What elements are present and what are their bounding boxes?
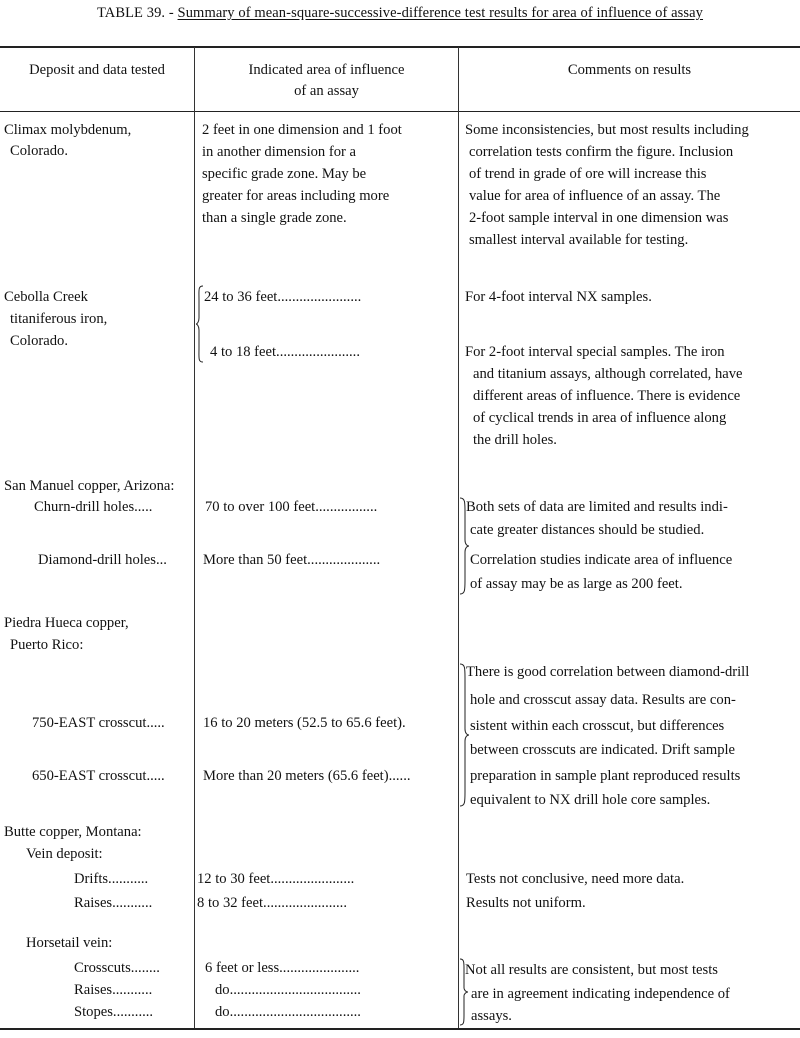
climax-comment-line4: value for area of influence of an assay. The — [469, 188, 721, 204]
climax-comment-line5: 2-foot sample interval in one dimension was — [469, 210, 729, 226]
butte-crosscuts-area: 6 feet or less...................... — [205, 960, 360, 976]
piedra-650-area: More than 20 meters (65.6 feet)...... — [203, 768, 411, 784]
cebolla-deposit-line2: titaniferous iron, — [10, 311, 108, 327]
sanmanuel-area2: More than 50 feet.................... — [203, 552, 381, 568]
butte-drifts-comment: Tests not conclusive, need more data. — [466, 871, 685, 887]
piedra-comment-line4: between crosscuts are indicated. Drift sample — [470, 742, 736, 758]
climax-comment-line3: of trend in grade of ore will increase this — [469, 166, 707, 182]
butte-comment-line1: Not all results are consistent, but most tests — [465, 962, 718, 978]
cebolla-deposit-line1: Cebolla Creek — [4, 289, 88, 305]
climax-deposit-line2: Colorado. — [10, 143, 68, 159]
butte-raises-area: 8 to 32 feet....................... — [197, 895, 347, 911]
piedra-deposit-line2: Puerto Rico: — [10, 637, 84, 653]
table-title — [0, 5, 800, 22]
butte-raises2: Raises........... — [74, 982, 153, 998]
climax-area-line4: greater for areas including more — [202, 188, 390, 204]
butte-raises: Raises........... — [74, 895, 153, 911]
butte-raises-comment: Results not uniform. — [466, 895, 586, 911]
sanmanuel-comment-line2: cate greater distances should be studied. — [470, 522, 705, 538]
column-divider-1 — [194, 47, 195, 1028]
header-rule — [0, 111, 800, 112]
header-deposit: Deposit and data tested — [29, 62, 165, 78]
piedra-deposit-line1: Piedra Hueca copper, — [4, 615, 129, 631]
cebolla-comment2-line1: For 2-foot interval special samples. The iron — [465, 344, 725, 360]
piedra-750-area: 16 to 20 meters (52.5 to 65.6 feet). — [203, 715, 406, 731]
butte-raises2-area: do.................................... — [215, 982, 361, 998]
cebolla-area2: 4 to 18 feet....................... — [210, 344, 360, 360]
sanmanuel-churn: Churn-drill holes..... — [34, 499, 153, 515]
header-comments: Comments on results — [567, 62, 692, 78]
piedra-comment-line1: There is good correlation between diamond-drill — [466, 664, 750, 680]
sanmanuel-deposit: San Manuel copper, Arizona: — [4, 478, 175, 494]
butte-drifts-area: 12 to 30 feet....................... — [197, 871, 355, 887]
cebolla-comment1: For 4-foot interval NX samples. — [465, 289, 652, 305]
header-area-line1: Indicated area of influence — [248, 62, 405, 78]
piedra-comment-line6: equivalent to NX drill hole core samples. — [470, 792, 711, 808]
butte-crosscuts: Crosscuts........ — [74, 960, 160, 976]
butte-comment-line2: are in agreement indicating independence of — [471, 986, 730, 1002]
bottom-rule — [0, 1028, 800, 1030]
cebolla-comment2-line3: different areas of influence. There is evidence — [473, 388, 741, 404]
butte-stopes: Stopes........... — [74, 1004, 154, 1020]
sanmanuel-diamond: Diamond-drill holes... — [38, 552, 167, 568]
table-title-prefix: TABLE 39. - — [96, 5, 178, 21]
table-title-main: Summary of mean-square-successive-difference test results for area of influence of assay — [177, 5, 704, 21]
butte-comment-line3: assays. — [471, 1008, 512, 1024]
butte-drifts: Drifts........... — [74, 871, 149, 887]
header-area-line2: of an assay — [294, 83, 359, 99]
climax-comment-line6: smallest interval available for testing. — [469, 232, 689, 248]
cebolla-comment2-line4: of cyclical trends in area of influence along — [473, 410, 727, 426]
sanmanuel-comment-line1: Both sets of data are limited and results indi- — [466, 499, 728, 515]
butte-horsetail: Horsetail vein: — [26, 935, 113, 951]
cebolla-comment2-line2: and titanium assays, although correlated, have — [473, 366, 743, 382]
climax-comment-line1: Some inconsistencies, but most results including — [465, 122, 749, 138]
butte-stopes-area: do.................................... — [215, 1004, 361, 1020]
cebolla-comment2-line5: the drill holes. — [473, 432, 557, 448]
butte-deposit: Butte copper, Montana: — [4, 824, 142, 840]
climax-comment-line2: correlation tests confirm the figure. Inclusion — [469, 144, 734, 160]
piedra-comment-line5: preparation in sample plant reproduced results — [470, 768, 741, 784]
piedra-comment-line3: sistent within each crosscut, but differences — [470, 718, 725, 734]
climax-area-line3: specific grade zone. May be — [202, 166, 367, 182]
butte-vein: Vein deposit: — [26, 846, 103, 862]
piedra-brace — [458, 662, 470, 808]
piedra-750-label: 750-EAST crosscut..... — [32, 715, 165, 731]
cebolla-deposit-line3: Colorado. — [10, 333, 68, 349]
climax-area-line1: 2 feet in one dimension and 1 foot — [202, 122, 402, 138]
climax-area-line5: than a single grade zone. — [202, 210, 347, 226]
sanmanuel-area1: 70 to over 100 feet................. — [205, 499, 378, 515]
climax-deposit-line1: Climax molybdenum, — [4, 122, 132, 138]
piedra-comment-line2: hole and crosscut assay data. Results are con- — [470, 692, 736, 708]
top-rule — [0, 46, 800, 48]
climax-area-line2: in another dimension for a — [202, 144, 357, 160]
sanmanuel-comment-line4: of assay may be as large as 200 feet. — [470, 576, 683, 592]
piedra-650-label: 650-EAST crosscut..... — [32, 768, 165, 784]
sanmanuel-comment-line3: Correlation studies indicate area of influence — [470, 552, 733, 568]
cebolla-area1: 24 to 36 feet....................... — [204, 289, 362, 305]
